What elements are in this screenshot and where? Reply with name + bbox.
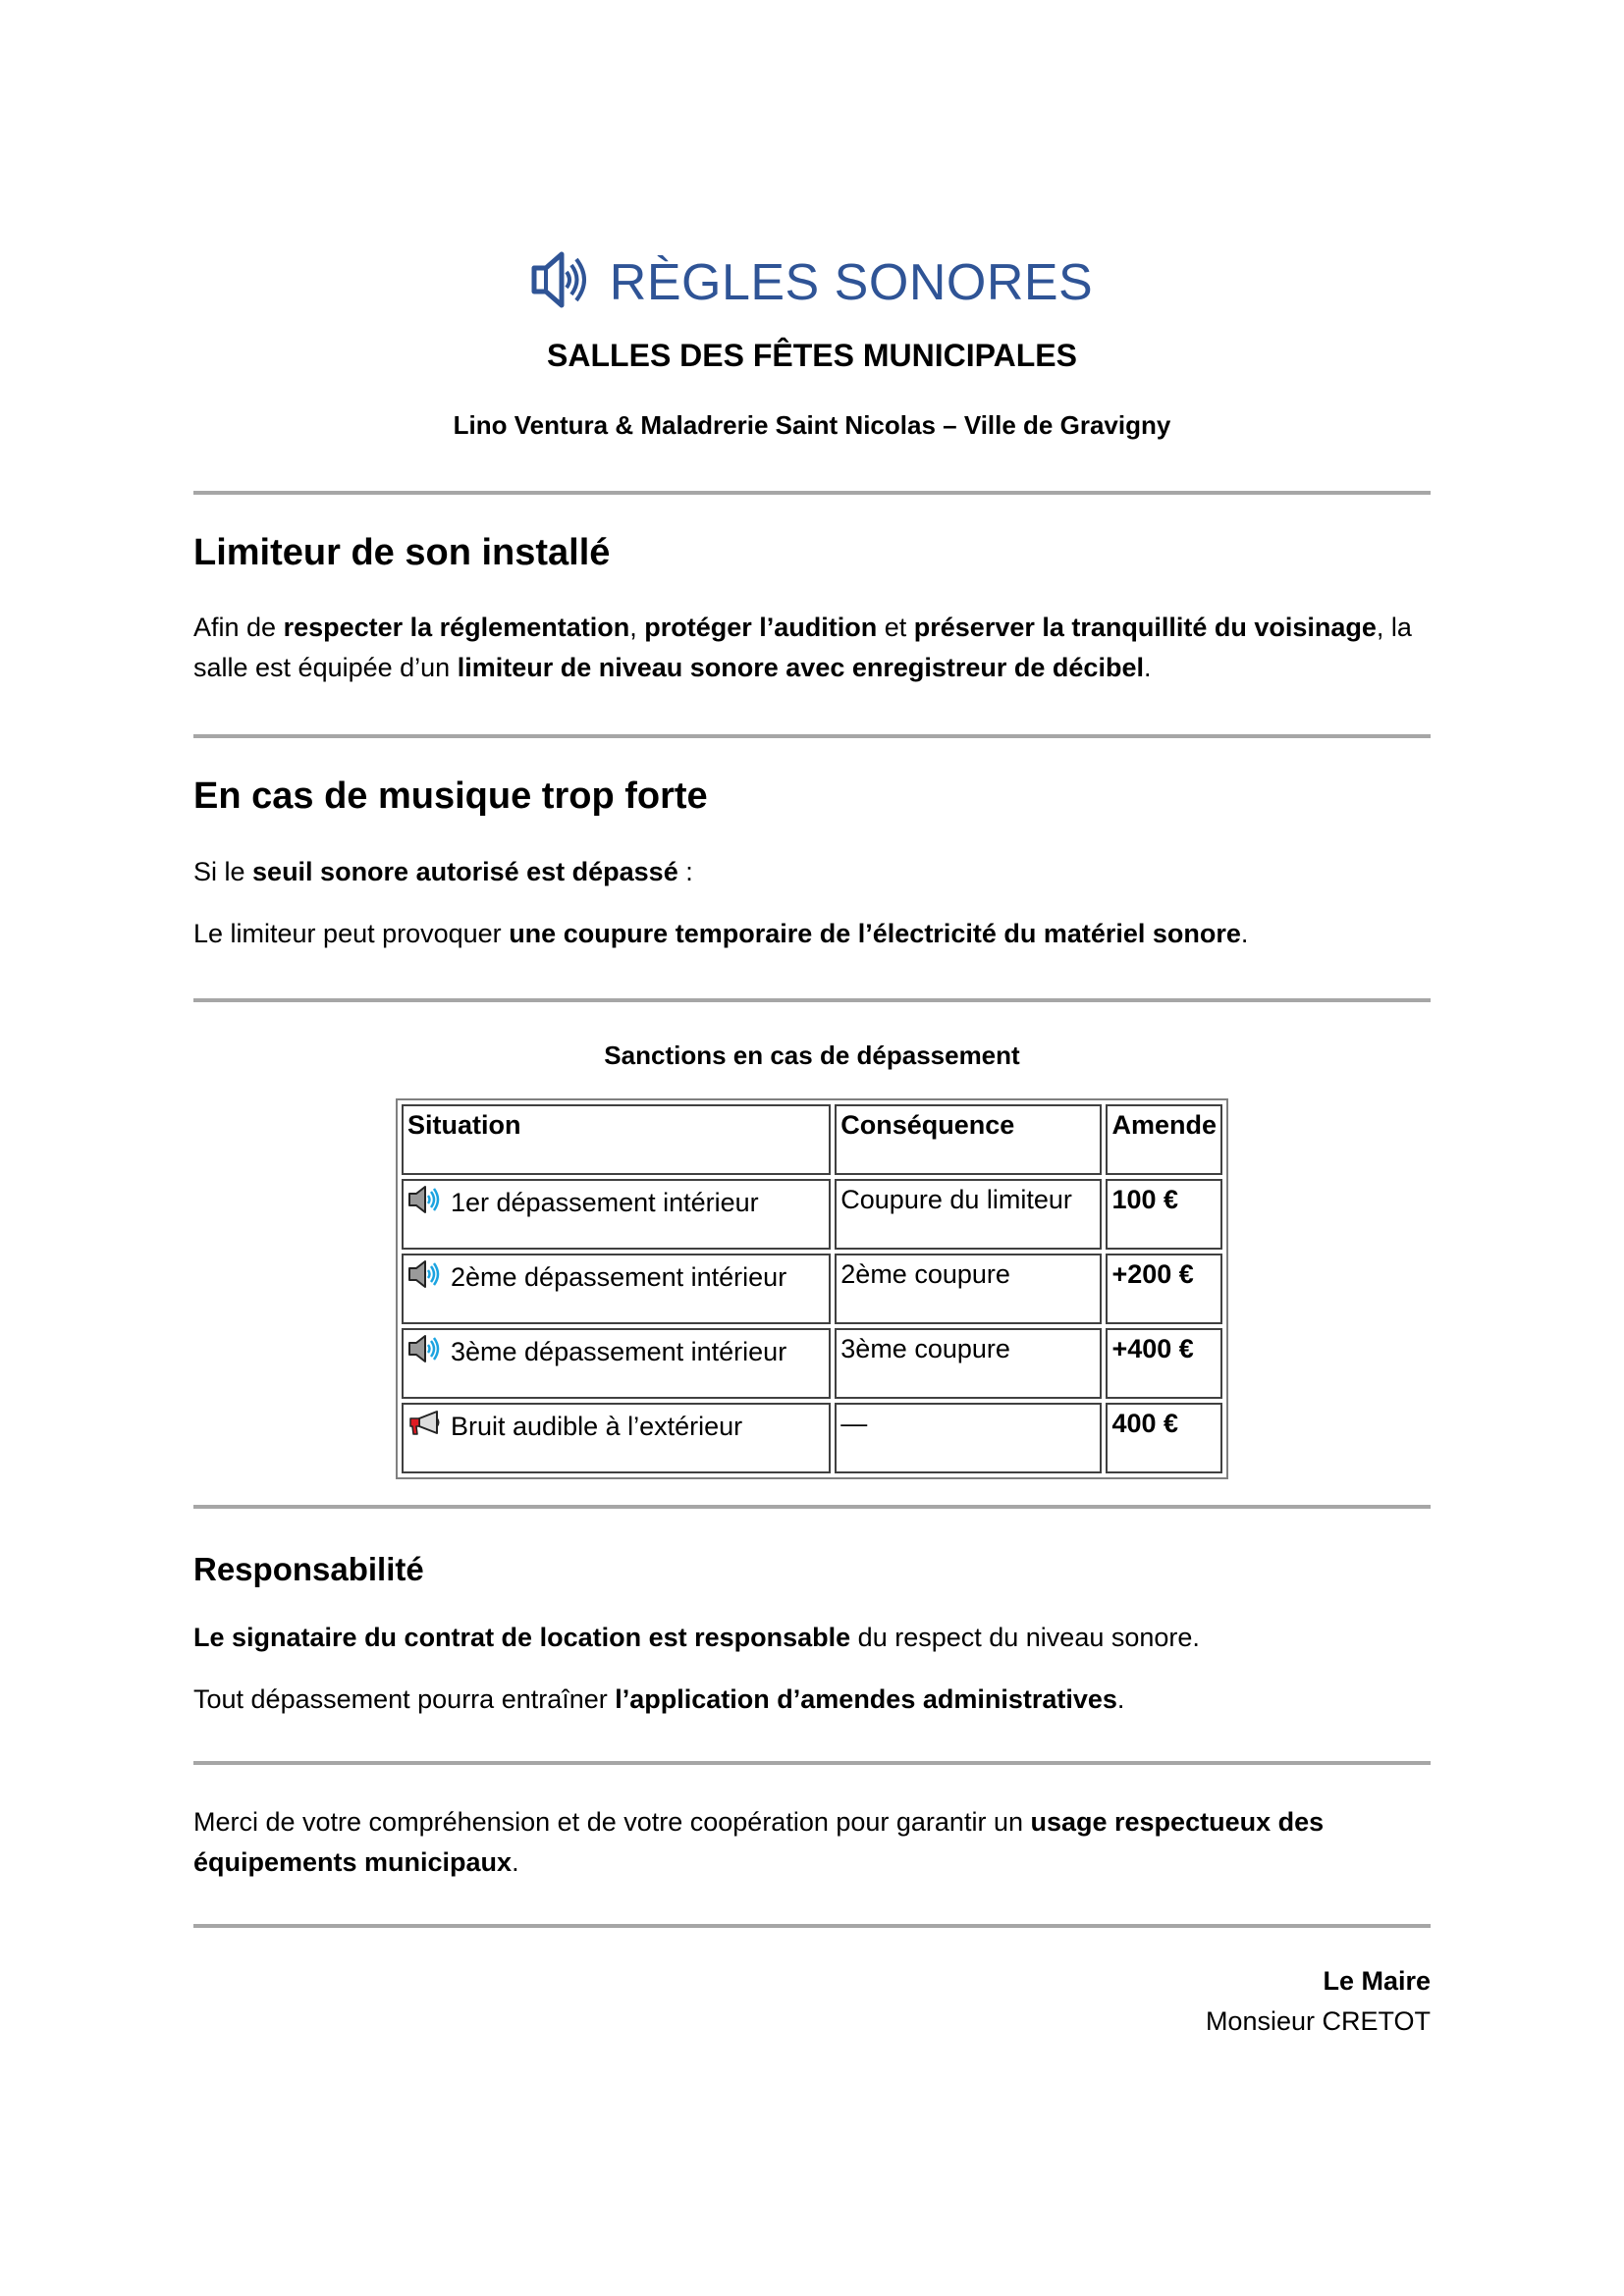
amende-value: +200 € — [1106, 1254, 1222, 1324]
header-amende: Amende — [1106, 1104, 1222, 1175]
signature-role: Le Maire — [1323, 1966, 1431, 1996]
header-situation: Situation — [402, 1104, 831, 1175]
limiteur-paragraph: Afin de respecter la réglementation, protéger l’audition et préserver la tranquillité du voisinage, la salle est équipée d’un limiteur de niveau sonore avec enregistreur de décibel. — [193, 613, 1412, 682]
situation-text: Bruit audible à l’extérieur — [451, 1412, 743, 1441]
amende-value: 400 € — [1106, 1403, 1222, 1473]
speaker-icon — [407, 1185, 441, 1221]
seuil-line: Si le seuil sonore autorisé est dépassé : — [193, 857, 693, 886]
megaphone-icon — [407, 1409, 441, 1445]
divider — [193, 1924, 1431, 1928]
divider — [193, 1505, 1431, 1509]
amendes-line: Tout dépassement pourra entraîner l’application d’amendes administratives. — [193, 1684, 1125, 1714]
divider — [193, 491, 1431, 495]
situation-text: 1er dépassement intérieur — [451, 1188, 759, 1217]
header-consequence: Conséquence — [835, 1104, 1102, 1175]
divider — [193, 1761, 1431, 1765]
speaker-icon — [407, 1259, 441, 1296]
situation-text: 2ème dépassement intérieur — [451, 1262, 787, 1292]
section-heading-musique: En cas de musique trop forte — [193, 775, 708, 817]
signataire-line: Le signataire du contrat de location est responsable du respect du niveau sonore. — [193, 1623, 1200, 1652]
venues-line: Lino Ventura & Maladrerie Saint Nicolas – Ville de Gravigny — [453, 410, 1171, 440]
title-row — [193, 251, 1431, 313]
signature-name: Monsieur CRETOT — [1205, 2006, 1431, 2036]
table-row — [402, 1403, 1222, 1473]
amende-value: 100 € — [1106, 1179, 1222, 1250]
consequence-text: — — [835, 1403, 1102, 1473]
table-row — [402, 1254, 1222, 1324]
section-heading-responsabilite: Responsabilité — [193, 1551, 424, 1587]
divider — [193, 998, 1431, 1002]
subtitle: SALLES DES FÊTES MUNICIPALES — [547, 338, 1077, 373]
consequence-text: Coupure du limiteur — [835, 1179, 1102, 1250]
situation-text: 3ème dépassement intérieur — [451, 1337, 787, 1366]
table-row — [402, 1179, 1222, 1250]
table-row — [402, 1328, 1222, 1399]
section-heading-limiteur: Limiteur de son installé — [193, 532, 611, 573]
table-header-row — [402, 1104, 1222, 1175]
table-caption: Sanctions en cas de dépassement — [604, 1041, 1020, 1070]
sanctions-table — [396, 1098, 1228, 1479]
consequence-text: 3ème coupure — [835, 1328, 1102, 1399]
divider — [193, 734, 1431, 738]
page-title: RÈGLES SONORES — [609, 253, 1094, 311]
consequence-text: 2ème coupure — [835, 1254, 1102, 1324]
speaker-icon — [407, 1334, 441, 1370]
speaker-icon — [531, 251, 592, 313]
amende-value: +400 € — [1106, 1328, 1222, 1399]
coupure-line: Le limiteur peut provoquer une coupure temporaire de l’électricité du matériel sonore. — [193, 919, 1249, 948]
closing-paragraph: Merci de votre compréhension et de votre coopération pour garantir un usage respectueux des équipements municipaux. — [193, 1807, 1325, 1877]
